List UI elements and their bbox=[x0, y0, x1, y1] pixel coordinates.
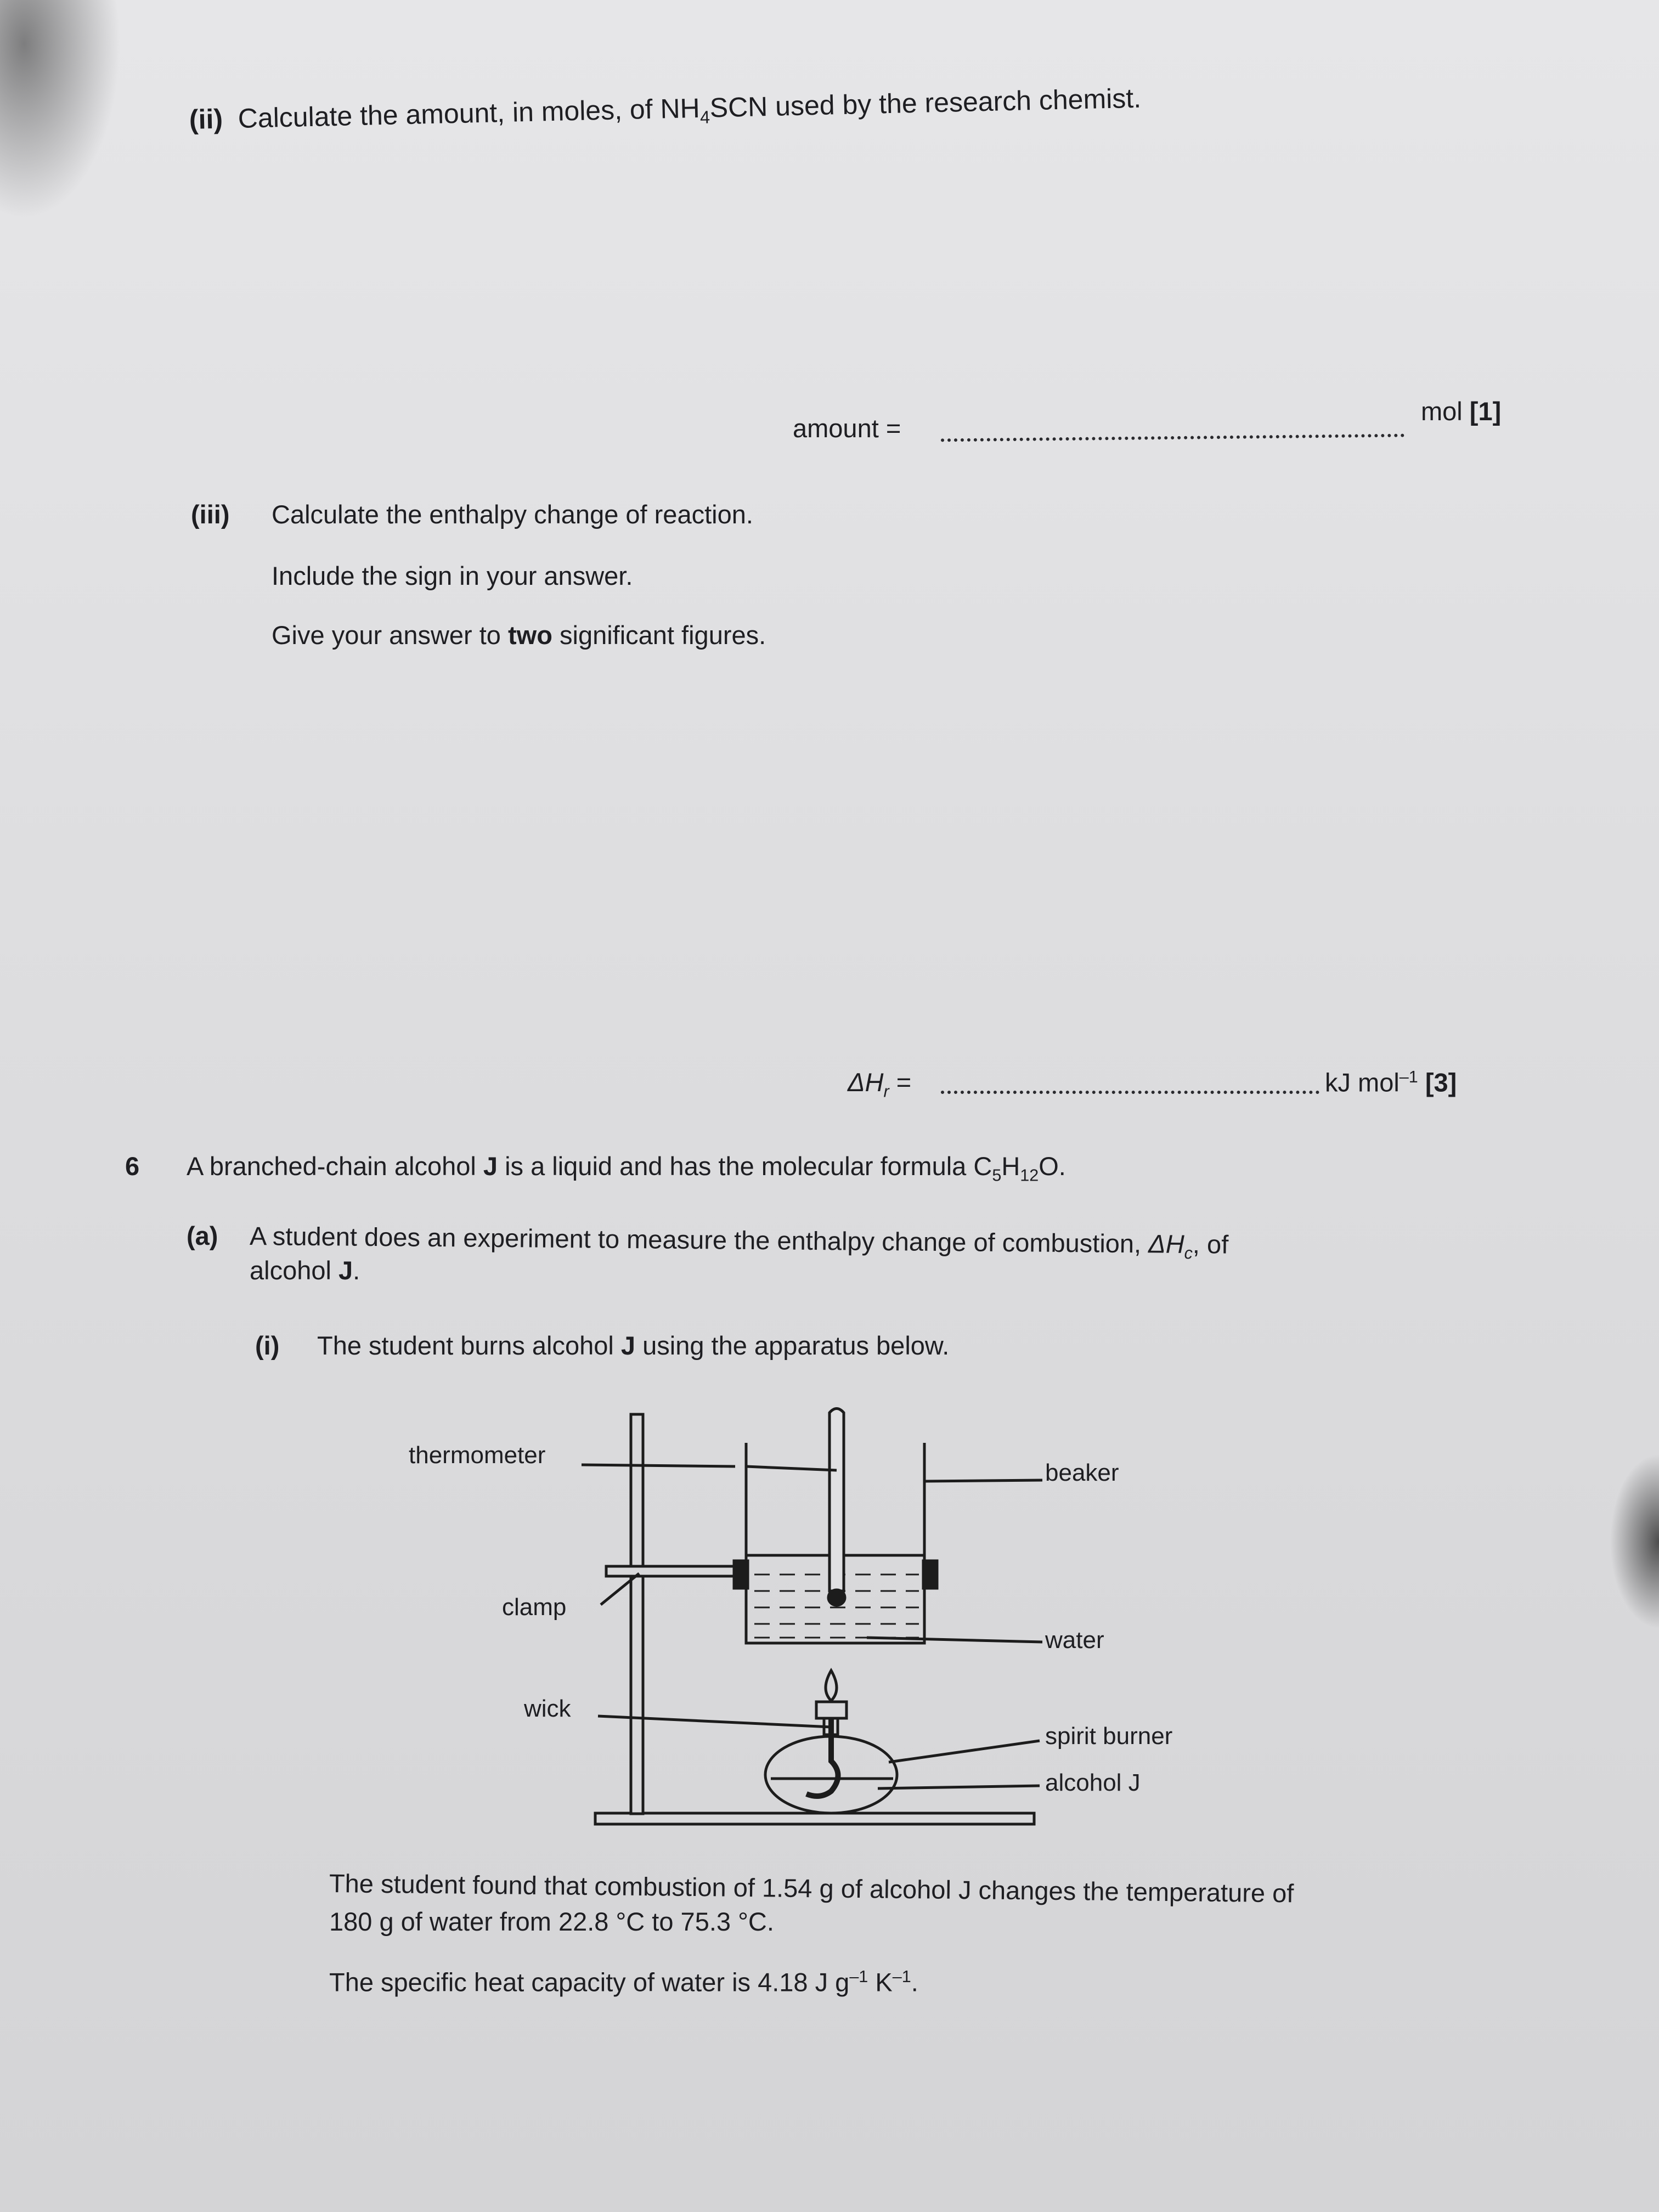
bold-letter: J bbox=[338, 1256, 353, 1285]
flame bbox=[826, 1671, 837, 1701]
superscript: –1 bbox=[892, 1967, 911, 1986]
text: H bbox=[1001, 1152, 1020, 1181]
label-clamp: clamp bbox=[502, 1594, 567, 1621]
superscript: –1 bbox=[1399, 1068, 1418, 1086]
subscript: c bbox=[1184, 1244, 1193, 1263]
text: A branched-chain alcohol bbox=[187, 1152, 476, 1181]
thermometer-bulb bbox=[828, 1590, 845, 1605]
marks: [1] bbox=[1469, 397, 1502, 426]
leader-line bbox=[746, 1466, 837, 1470]
question-number: (a) bbox=[187, 1221, 218, 1250]
subscript: r bbox=[883, 1082, 889, 1101]
text: O. bbox=[1039, 1152, 1066, 1181]
question-text: SCN used by the research chemist. bbox=[709, 82, 1142, 123]
unit: mol bbox=[1421, 397, 1463, 426]
leader-line bbox=[924, 1480, 1042, 1481]
question-text: Include the sign in your answer. bbox=[272, 561, 633, 590]
leader-line bbox=[878, 1786, 1040, 1788]
data-text-line1: The student found that combustion of 1.54 g of alcohol J changes the temperature of bbox=[329, 1869, 1294, 1908]
equals: = bbox=[896, 1068, 912, 1097]
text: . bbox=[911, 1967, 918, 1997]
text: significant figures. bbox=[560, 620, 766, 650]
wick bbox=[806, 1717, 838, 1796]
text: alcohol bbox=[250, 1256, 331, 1285]
question-text: Calculate the enthalpy change of reaction. bbox=[272, 500, 753, 529]
symbol: ΔH bbox=[1148, 1229, 1184, 1259]
burner-cap bbox=[816, 1702, 847, 1718]
text: is a liquid and has the molecular formula C bbox=[505, 1152, 992, 1181]
bold-text: two bbox=[508, 620, 552, 650]
text: The student burns alcohol bbox=[317, 1331, 614, 1360]
clamp-jaw bbox=[734, 1561, 748, 1588]
amount-label: amount = bbox=[793, 414, 901, 443]
leader-line bbox=[889, 1741, 1040, 1762]
question-number: (iii) bbox=[191, 500, 230, 529]
bold-letter: J bbox=[620, 1331, 636, 1360]
label-alcohol-j: alcohol J bbox=[1045, 1769, 1141, 1796]
data-text-line3 bbox=[329, 1967, 918, 1998]
marks: [3] bbox=[1425, 1068, 1457, 1097]
leader-line bbox=[867, 1638, 1042, 1642]
clamp bbox=[606, 1566, 735, 1576]
symbol: ΔH bbox=[848, 1068, 884, 1097]
question-number: 6 bbox=[125, 1152, 140, 1181]
question-number: (ii) bbox=[189, 103, 223, 135]
subscript: 5 bbox=[992, 1166, 1002, 1185]
label-beaker: beaker bbox=[1045, 1459, 1119, 1486]
stand-base bbox=[595, 1813, 1034, 1824]
superscript: –1 bbox=[849, 1967, 868, 1986]
unit: kJ mol bbox=[1325, 1068, 1400, 1097]
clamp-jaw bbox=[923, 1561, 937, 1588]
text: , of bbox=[1192, 1229, 1229, 1259]
stand-rod bbox=[631, 1414, 643, 1814]
label-spirit-burner: spirit burner bbox=[1045, 1723, 1173, 1750]
text: Give your answer to bbox=[272, 620, 501, 650]
label-water: water bbox=[1045, 1627, 1104, 1654]
thermometer bbox=[830, 1409, 844, 1592]
bold-letter: J bbox=[483, 1152, 498, 1181]
data-text-line2: 180 g of water from 22.8 °C to 75.3 °C. bbox=[329, 1907, 774, 1936]
text: The specific heat capacity of water is 4.18 J g bbox=[329, 1967, 850, 1997]
question-text: Calculate the amount, in moles, of NH bbox=[238, 92, 701, 134]
text: using the apparatus below. bbox=[642, 1331, 950, 1360]
text: K bbox=[868, 1967, 893, 1997]
text: . bbox=[353, 1256, 360, 1285]
subscript: 12 bbox=[1020, 1166, 1039, 1185]
subscript: 4 bbox=[699, 107, 710, 127]
text: A student does an experiment to measure the enthalpy change of combustion, bbox=[249, 1221, 1142, 1259]
label-thermometer: thermometer bbox=[409, 1442, 546, 1469]
label-wick: wick bbox=[524, 1695, 571, 1722]
question-number: (i) bbox=[255, 1331, 280, 1360]
leader-line bbox=[582, 1465, 735, 1466]
